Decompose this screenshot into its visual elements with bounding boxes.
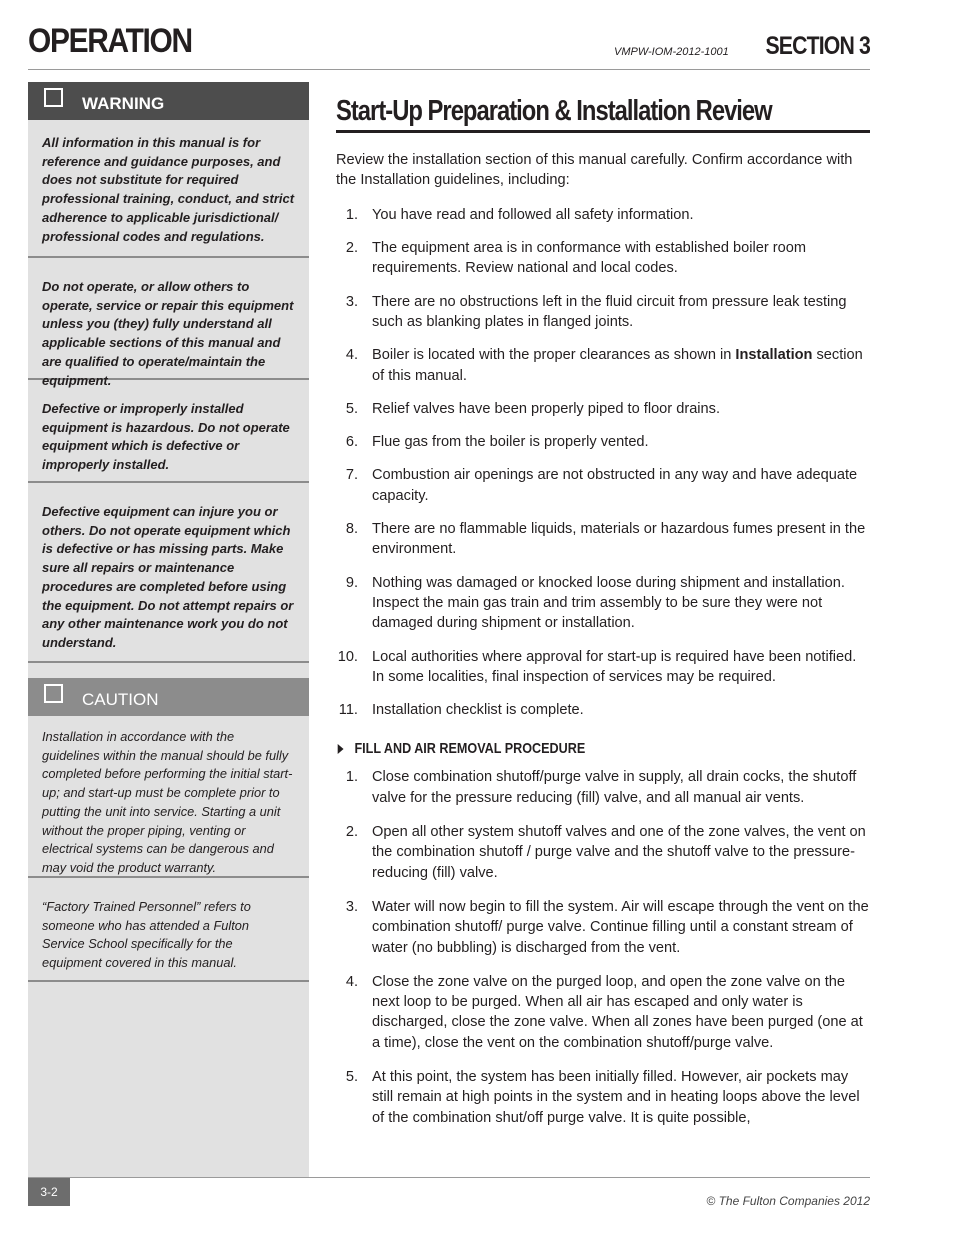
item-text: Close the zone valve on the purged loop, and open the zone valve on the next loop to be purged. When all air has escaped and only water is discharged, close the zone valve. When all zones have been purged (one at a time), close the vent on the combination shutoff/purge valve. [372,973,863,1051]
list-item [336,519,870,560]
item-number: 5. [345,400,358,417]
item-number: 9. [345,574,358,591]
item-text: There are no obstructions left in the fluid circuit from pressure leak testing such as blanking plates in flanged joints. [372,293,847,330]
item-number: 1. [345,769,358,786]
item-text: section of this manual. [372,347,863,384]
item-emphasis: Installation [735,347,813,364]
item-number: 6. [345,434,358,451]
item-text: Combustion air openings are not obstructed in any way and have adequate capacity. [372,467,858,504]
list-item [336,573,870,634]
item-number: 2. [345,824,358,841]
warning-note: Defective equipment can injure you or others. Do not operate equipment which is defective or has missing parts. Make sure all repairs or maintenance procedures are completed before using the equipment. Do not attempt repairs or any other maintenance work you do not understand. [28,483,309,663]
list-item [336,205,870,225]
item-text: Installation checklist is complete. [372,702,584,719]
item-number: 1. [345,206,358,223]
warning-label: WARNING [82,94,165,113]
list-item [336,1067,870,1128]
document-code: VMPW-IOM-2012-1001 [614,46,729,58]
item-number: 11. [338,702,358,719]
caution-label: CAUTION [82,690,159,709]
sidebar-spacer [28,663,309,678]
item-text: Relief valves have been properly piped to floor drains. [372,400,721,417]
warning-header [28,82,309,120]
list-item [336,972,870,1053]
fill-procedure-steps [336,767,870,1127]
item-number: 7. [345,467,358,484]
checkbox-icon [44,88,63,107]
section-number: SECTION 3 [765,32,870,60]
item-text: Open all other system shutoff valves and one of the zone valves, the vent on the combination shutoff / purge valve and the shutoff valve to the pressure-reducing (fill) valve. [372,824,866,881]
item-text: You have read and followed all safety information. [372,206,694,223]
item-number: 5. [345,1069,358,1086]
caution-header [28,678,309,716]
caution-note: “Factory Trained Personnel” refers to someone who has attended a Fulton Service School specifically for the equipment covered in this manual. [28,878,309,982]
item-text: Boiler is located with the proper clearances as shown in [372,347,736,364]
main-content [336,92,870,1128]
list-item [336,432,870,452]
item-number: 2. [345,240,358,257]
item-number: 3. [345,898,358,915]
item-number: 8. [345,521,358,538]
item-text: Close combination shutoff/purge valve in supply, all drain cocks, the shutoff valve for the pressure reducing (fill) valve, and all manual air vents. [372,769,857,806]
list-item [336,399,870,419]
list-item [336,767,870,808]
list-item [336,292,870,333]
item-text: At this point, the system has been initially filled. However, air pockets may still remain at high points in the system and in heating loops above the level of the combination shut/off purge valve. It is quite possible, [372,1069,860,1126]
item-text: The equipment area is in conformance with established boiler room requirements. Review national and local codes. [372,240,806,277]
item-number: 3. [345,293,358,310]
item-number: 4. [345,973,358,990]
header-divider [28,69,870,70]
procedure-title: FILL AND AIR REMOVAL PROCEDURE [354,740,586,758]
list-item [336,238,870,279]
caution-note: Installation in accordance with the guidelines within the manual should be fully completed before performing the initial start-up; and start-up must be complete prior to putting the unit into service. Starting a unit without the proper piping, venting or electrical systems can be dangerous and may void the product warranty. [28,716,309,878]
warning-note: Do not operate, or allow others to operate, service or repair this equipment unless you (they) fully understand all applicable sections of this manual and are qualified to operate/maintain the equipment. [28,258,309,380]
triangle-bullet-icon [338,744,344,754]
safety-sidebar [28,82,309,1177]
item-text: There are no flammable liquids, materials or hazardous fumes present in the environment. [372,521,866,558]
page-title: Start-Up Preparation & Installation Review [336,95,772,127]
list-item [336,897,870,958]
warning-note: Defective or improperly installed equipment is hazardous. Do not operate equipment which is defective or improperly installed. [28,380,309,483]
copyright: © The Fulton Companies 2012 [706,1194,870,1208]
list-item [336,700,870,720]
list-item [336,822,870,883]
warning-note: All information in this manual is for reference and guidance purposes, and does not substitute for required professional training, conduct, and strict adherence to applicable jurisdictional/ professional codes and regulations. [28,120,309,258]
list-item [336,345,870,386]
item-text: Local authorities where approval for start-up is required have been notified. In some localities, final inspection of services may be required. [372,648,857,685]
list-item [336,465,870,506]
installation-checklist [336,205,870,721]
item-number: 4. [345,347,358,364]
page-number: 3-2 [28,1178,70,1206]
procedure-heading [336,740,785,757]
intro-paragraph: Review the installation section of this manual carefully. Confirm accordance with the Installation guidelines, including: [336,152,853,189]
item-text: Flue gas from the boiler is properly vented. [372,434,649,451]
item-text: Nothing was damaged or knocked loose during shipment and installation. Inspect the main gas train and trim assembly to be sure they were not damaged during shipment or installation. [372,574,845,632]
item-text: Water will now begin to fill the system. Air will escape through the vent on the combination shutoff/ purge valve. Continue filling until a constant stream of water (no bubbling) is discharged from the vent. [372,898,869,956]
section-name: OPERATION [28,22,192,60]
footer-divider [28,1177,870,1178]
item-number: 10. [337,648,358,665]
checkbox-icon [44,684,63,703]
list-item [336,647,870,688]
title-underline [336,130,870,133]
